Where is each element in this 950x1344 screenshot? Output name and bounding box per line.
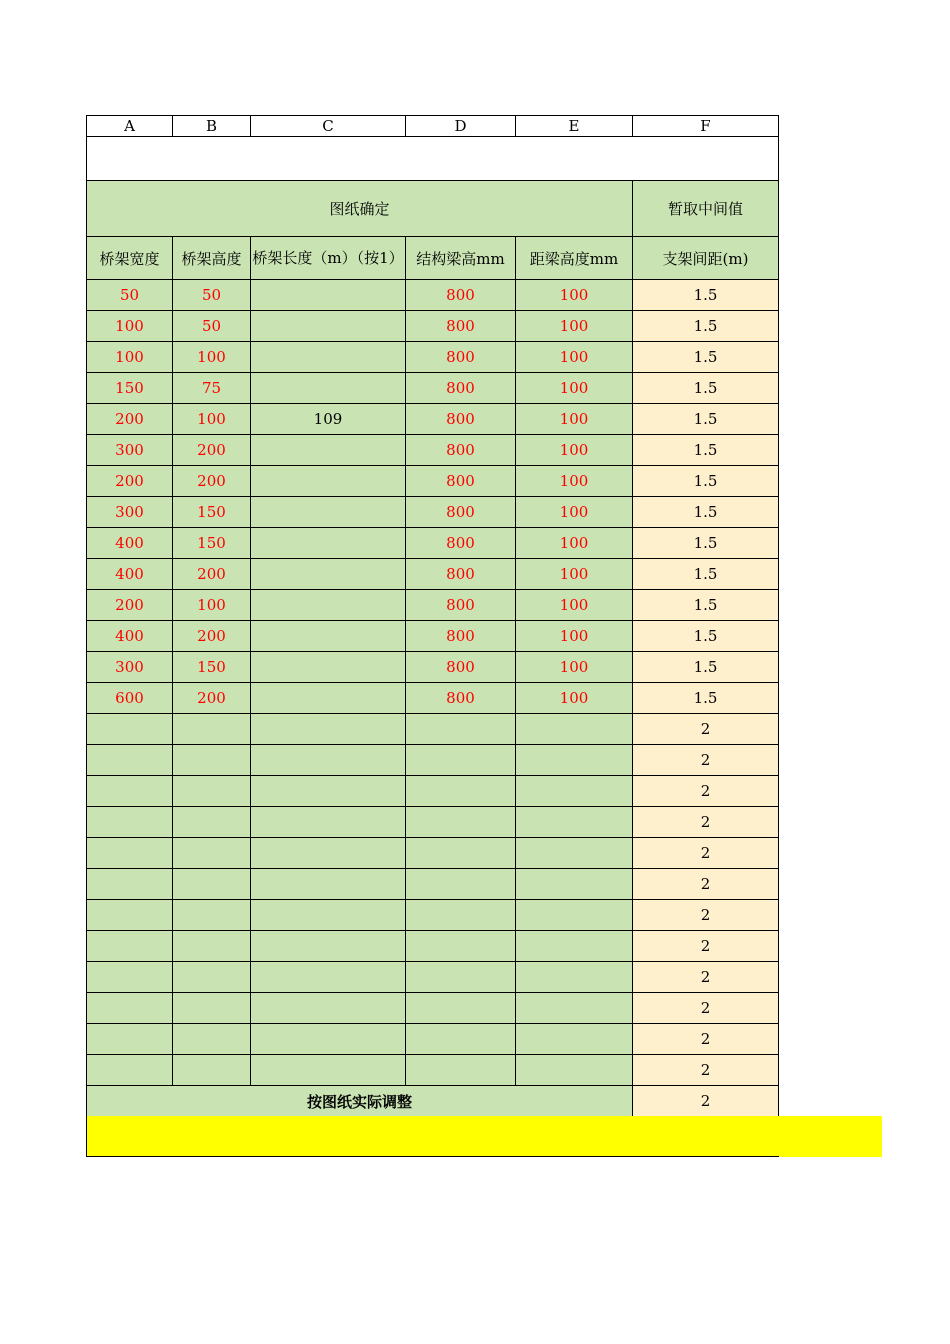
cell-distance-to-beam[interactable]: 100 — [516, 342, 633, 373]
cell-tray-width[interactable]: 600 — [87, 683, 173, 714]
cell-beam-height[interactable]: 800 — [406, 528, 516, 559]
blank-title-row — [87, 137, 779, 181]
table-row — [87, 962, 779, 993]
cell-tray-length[interactable] — [251, 311, 406, 342]
table-row — [87, 931, 779, 962]
cell-tray-width[interactable] — [87, 1055, 173, 1086]
cell-tray-length[interactable] — [251, 621, 406, 652]
cell-beam-height[interactable] — [406, 1024, 516, 1055]
table-row — [87, 621, 779, 652]
group-header-drawing[interactable]: 图纸确定 — [87, 181, 633, 237]
cell-tray-length[interactable] — [251, 1055, 406, 1086]
cell-distance-to-beam[interactable] — [516, 962, 633, 993]
cell-tray-length[interactable] — [251, 590, 406, 621]
table-row — [87, 528, 779, 559]
cell-distance-to-beam[interactable]: 100 — [516, 621, 633, 652]
cell-tray-height[interactable]: 150 — [173, 497, 251, 528]
cell-support-spacing[interactable]: 1.5 — [633, 559, 779, 590]
cell-tray-height[interactable]: 200 — [173, 559, 251, 590]
footer-note[interactable]: 按图纸实际调整 — [87, 1086, 633, 1117]
cell-tray-height[interactable] — [173, 1055, 251, 1086]
cell-support-spacing[interactable]: 1.5 — [633, 280, 779, 311]
cell-tray-length[interactable] — [251, 962, 406, 993]
cell-support-spacing[interactable]: 2 — [633, 931, 779, 962]
table-row — [87, 342, 779, 373]
cell-beam-height[interactable] — [406, 1055, 516, 1086]
cell-tray-height[interactable] — [173, 776, 251, 807]
cell-beam-height[interactable] — [406, 993, 516, 1024]
cell-tray-width[interactable]: 50 — [87, 280, 173, 311]
cell-tray-length[interactable] — [251, 497, 406, 528]
cell-tray-width[interactable] — [87, 714, 173, 745]
table-row — [87, 497, 779, 528]
cell-tray-length[interactable] — [251, 993, 406, 1024]
cell-tray-height[interactable] — [173, 838, 251, 869]
cell-support-spacing[interactable]: 1.5 — [633, 342, 779, 373]
cell-tray-length[interactable] — [251, 931, 406, 962]
spreadsheet-table — [86, 115, 779, 1117]
table-row — [87, 1024, 779, 1055]
table-row — [87, 652, 779, 683]
cell-tray-height[interactable] — [173, 962, 251, 993]
table-row — [87, 869, 779, 900]
cell-support-spacing[interactable]: 2 — [633, 776, 779, 807]
cell-beam-height[interactable] — [406, 869, 516, 900]
table-row — [87, 714, 779, 745]
cell-support-spacing[interactable]: 1.5 — [633, 497, 779, 528]
cell-beam-height[interactable]: 800 — [406, 497, 516, 528]
cell-beam-height[interactable]: 800 — [406, 280, 516, 311]
cell-beam-height[interactable] — [406, 900, 516, 931]
cell-beam-height[interactable]: 800 — [406, 652, 516, 683]
cell-tray-height[interactable]: 150 — [173, 652, 251, 683]
cell-beam-height[interactable] — [406, 776, 516, 807]
cell-support-spacing[interactable]: 1.5 — [633, 373, 779, 404]
column-letter-f[interactable]: F — [633, 116, 779, 137]
highlight-row[interactable] — [86, 1116, 882, 1157]
cell-support-spacing[interactable]: 1.5 — [633, 683, 779, 714]
cell-distance-to-beam[interactable] — [516, 993, 633, 1024]
cell-tray-width[interactable]: 400 — [87, 528, 173, 559]
cell-tray-width[interactable] — [87, 807, 173, 838]
cell-beam-height[interactable]: 800 — [406, 683, 516, 714]
cell-distance-to-beam[interactable]: 100 — [516, 590, 633, 621]
cell-beam-height[interactable]: 800 — [406, 404, 516, 435]
cell-distance-to-beam[interactable]: 100 — [516, 683, 633, 714]
cell-beam-height[interactable]: 800 — [406, 373, 516, 404]
cell-tray-length[interactable] — [251, 1024, 406, 1055]
cell-tray-length[interactable] — [251, 435, 406, 466]
header-tray-length[interactable]: 桥架长度（m）（按1） — [251, 237, 406, 280]
cell-support-spacing[interactable]: 1.5 — [633, 652, 779, 683]
cell-support-spacing[interactable]: 1.5 — [633, 466, 779, 497]
cell-distance-to-beam[interactable]: 100 — [516, 559, 633, 590]
cell-tray-length[interactable] — [251, 528, 406, 559]
cell-beam-height[interactable]: 800 — [406, 466, 516, 497]
table-row — [87, 280, 779, 311]
cell-tray-height[interactable]: 200 — [173, 621, 251, 652]
cell-support-spacing[interactable]: 2 — [633, 1055, 779, 1086]
cell-support-spacing[interactable]: 2 — [633, 962, 779, 993]
cell-distance-to-beam[interactable]: 100 — [516, 373, 633, 404]
cell-beam-height[interactable] — [406, 962, 516, 993]
cell-support-spacing[interactable]: 1.5 — [633, 404, 779, 435]
table-row — [87, 900, 779, 931]
cell-tray-length[interactable] — [251, 776, 406, 807]
cell-distance-to-beam[interactable]: 100 — [516, 466, 633, 497]
cell-beam-height[interactable] — [406, 931, 516, 962]
table-row — [87, 435, 779, 466]
cell-support-spacing[interactable]: 2 — [633, 869, 779, 900]
table-row — [87, 311, 779, 342]
cell-tray-height[interactable] — [173, 900, 251, 931]
cell-distance-to-beam[interactable] — [516, 745, 633, 776]
table-row — [87, 373, 779, 404]
cell-tray-length[interactable]: 109 — [251, 404, 406, 435]
cell-tray-width[interactable] — [87, 776, 173, 807]
cell-tray-length[interactable] — [251, 342, 406, 373]
column-letter-b[interactable]: B — [173, 116, 251, 137]
cell-tray-height[interactable]: 100 — [173, 590, 251, 621]
cell-tray-width[interactable]: 200 — [87, 590, 173, 621]
cell-distance-to-beam[interactable] — [516, 1055, 633, 1086]
cell-support-spacing[interactable]: 2 — [633, 838, 779, 869]
cell-tray-width[interactable] — [87, 962, 173, 993]
cell-tray-width[interactable] — [87, 931, 173, 962]
header-tray-height[interactable]: 桥架高度 — [173, 237, 251, 280]
cell-tray-width[interactable] — [87, 745, 173, 776]
cell-distance-to-beam[interactable] — [516, 900, 633, 931]
cell-tray-length[interactable] — [251, 807, 406, 838]
blank-title-cell[interactable] — [87, 137, 779, 181]
cell-support-spacing[interactable]: 2 — [633, 900, 779, 931]
cell-distance-to-beam[interactable]: 100 — [516, 311, 633, 342]
cell-beam-height[interactable]: 800 — [406, 311, 516, 342]
cell-tray-height[interactable]: 150 — [173, 528, 251, 559]
cell-support-spacing[interactable]: 2 — [633, 745, 779, 776]
table-row — [87, 838, 779, 869]
cell-tray-height[interactable]: 100 — [173, 342, 251, 373]
cell-support-spacing[interactable]: 1.5 — [633, 435, 779, 466]
cell-tray-length[interactable] — [251, 714, 406, 745]
cell-tray-length[interactable] — [251, 466, 406, 497]
cell-distance-to-beam[interactable] — [516, 776, 633, 807]
cell-tray-height[interactable]: 200 — [173, 435, 251, 466]
group-header-row — [87, 181, 779, 237]
cell-tray-length[interactable] — [251, 869, 406, 900]
footer-support-spacing[interactable]: 2 — [633, 1086, 779, 1117]
table-row — [87, 404, 779, 435]
group-header-interim[interactable]: 暂取中间值 — [633, 181, 779, 237]
header-tray-width[interactable]: 桥架宽度 — [87, 237, 173, 280]
column-letters-row — [87, 116, 779, 137]
cell-tray-height[interactable]: 50 — [173, 280, 251, 311]
cell-tray-width[interactable]: 150 — [87, 373, 173, 404]
cell-support-spacing[interactable]: 2 — [633, 993, 779, 1024]
cell-tray-height[interactable]: 50 — [173, 311, 251, 342]
cell-distance-to-beam[interactable]: 100 — [516, 652, 633, 683]
cell-distance-to-beam[interactable]: 100 — [516, 497, 633, 528]
table-row — [87, 466, 779, 497]
cell-beam-height[interactable] — [406, 807, 516, 838]
cell-tray-length[interactable] — [251, 745, 406, 776]
table-row — [87, 776, 779, 807]
cell-tray-length[interactable] — [251, 683, 406, 714]
cell-tray-height[interactable] — [173, 714, 251, 745]
cell-tray-width[interactable]: 300 — [87, 435, 173, 466]
table-row — [87, 993, 779, 1024]
column-letter-c[interactable]: C — [251, 116, 406, 137]
cell-tray-height[interactable]: 200 — [173, 683, 251, 714]
cell-tray-width[interactable]: 100 — [87, 342, 173, 373]
header-distance-to-beam[interactable]: 距梁高度mm — [516, 237, 633, 280]
cell-tray-width[interactable] — [87, 869, 173, 900]
cell-support-spacing[interactable]: 1.5 — [633, 528, 779, 559]
table-row — [87, 807, 779, 838]
table-row — [87, 745, 779, 776]
cell-tray-length[interactable] — [251, 373, 406, 404]
cell-support-spacing[interactable]: 1.5 — [633, 621, 779, 652]
cell-beam-height[interactable] — [406, 714, 516, 745]
table-row — [87, 590, 779, 621]
column-letter-a[interactable]: A — [87, 116, 173, 137]
cell-beam-height[interactable]: 800 — [406, 621, 516, 652]
cell-tray-length[interactable] — [251, 559, 406, 590]
cell-tray-width[interactable] — [87, 838, 173, 869]
cell-support-spacing[interactable]: 2 — [633, 1024, 779, 1055]
cell-distance-to-beam[interactable] — [516, 931, 633, 962]
cell-distance-to-beam[interactable] — [516, 838, 633, 869]
cell-tray-height[interactable] — [173, 869, 251, 900]
cell-support-spacing[interactable]: 1.5 — [633, 590, 779, 621]
footer-row — [87, 1086, 779, 1117]
cell-support-spacing[interactable]: 2 — [633, 807, 779, 838]
cell-tray-width[interactable]: 400 — [87, 559, 173, 590]
cell-distance-to-beam[interactable]: 100 — [516, 404, 633, 435]
column-header-row — [87, 237, 779, 280]
cell-distance-to-beam[interactable]: 100 — [516, 280, 633, 311]
header-support-spacing[interactable]: 支架间距(m) — [633, 237, 779, 280]
cell-beam-height[interactable]: 800 — [406, 559, 516, 590]
cell-beam-height[interactable] — [406, 838, 516, 869]
cell-tray-height[interactable] — [173, 1024, 251, 1055]
header-beam-height[interactable]: 结构梁高mm — [406, 237, 516, 280]
cell-beam-height[interactable]: 800 — [406, 590, 516, 621]
cell-distance-to-beam[interactable] — [516, 714, 633, 745]
cell-tray-width[interactable] — [87, 900, 173, 931]
cell-tray-width[interactable]: 200 — [87, 466, 173, 497]
cell-tray-width[interactable]: 300 — [87, 497, 173, 528]
cell-tray-height[interactable]: 75 — [173, 373, 251, 404]
cell-tray-height[interactable] — [173, 931, 251, 962]
cell-tray-length[interactable] — [251, 900, 406, 931]
cell-distance-to-beam[interactable] — [516, 869, 633, 900]
cell-tray-height[interactable] — [173, 745, 251, 776]
cell-tray-width[interactable] — [87, 1024, 173, 1055]
cell-tray-width[interactable]: 100 — [87, 311, 173, 342]
table-row — [87, 683, 779, 714]
cell-tray-height[interactable]: 100 — [173, 404, 251, 435]
cell-beam-height[interactable]: 800 — [406, 342, 516, 373]
column-letter-d[interactable]: D — [406, 116, 516, 137]
cell-distance-to-beam[interactable] — [516, 1024, 633, 1055]
cell-tray-height[interactable]: 200 — [173, 466, 251, 497]
cell-tray-height[interactable] — [173, 993, 251, 1024]
cell-tray-width[interactable]: 300 — [87, 652, 173, 683]
column-letter-e[interactable]: E — [516, 116, 633, 137]
cell-tray-length[interactable] — [251, 280, 406, 311]
table-row — [87, 559, 779, 590]
cell-beam-height[interactable]: 800 — [406, 435, 516, 466]
cell-support-spacing[interactable]: 2 — [633, 714, 779, 745]
cell-tray-width[interactable] — [87, 993, 173, 1024]
cell-distance-to-beam[interactable]: 100 — [516, 528, 633, 559]
cell-tray-length[interactable] — [251, 652, 406, 683]
cell-tray-height[interactable] — [173, 807, 251, 838]
cell-tray-length[interactable] — [251, 838, 406, 869]
cell-distance-to-beam[interactable]: 100 — [516, 435, 633, 466]
cell-tray-width[interactable]: 400 — [87, 621, 173, 652]
cell-distance-to-beam[interactable] — [516, 807, 633, 838]
cell-support-spacing[interactable]: 1.5 — [633, 311, 779, 342]
cell-tray-width[interactable]: 200 — [87, 404, 173, 435]
table-row — [87, 1055, 779, 1086]
cell-beam-height[interactable] — [406, 745, 516, 776]
